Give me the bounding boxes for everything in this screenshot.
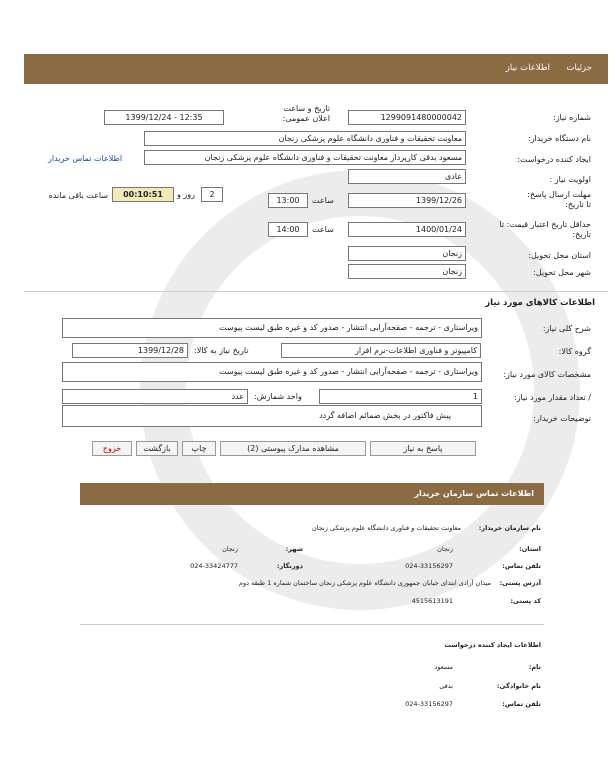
validity-time[interactable]: 14:00: [268, 222, 308, 237]
qty-label: / تعداد مقدار مورد نیاز:: [513, 393, 591, 402]
requester-name-label: نام:: [528, 663, 541, 671]
contact-address: میدان آزادی ابتدای خیابان جمهوری دانشگاه علوم پزشکی زنجان ساختمان شماره 1 طبقه دوم: [239, 579, 491, 587]
buyer-org-label: نام دستگاه خریدار:: [528, 134, 591, 143]
buyer-contact-link[interactable]: اطلاعات تماس خریدار: [48, 154, 123, 163]
need-date-label: تاریخ نیاز به کالا:: [194, 346, 249, 355]
province-field[interactable]: زنجان: [348, 246, 466, 261]
need-number-field[interactable]: 1299091480000042: [348, 110, 466, 125]
contact-fax: 024-33424777: [190, 562, 238, 570]
qty-field[interactable]: 1: [319, 389, 482, 404]
contact-city: زنجان: [222, 545, 238, 553]
contact-phone-label: تلفن تماس:: [502, 562, 541, 570]
send-deadline-time[interactable]: 13:00: [268, 193, 308, 208]
city-field[interactable]: زنجان: [348, 264, 466, 279]
group-field[interactable]: کامپیوتر و فناوری اطلاعات-نرم افزار: [281, 343, 481, 358]
announce-field[interactable]: 1399/12/24 - 12:35: [104, 110, 224, 125]
back-button[interactable]: بازگشت: [136, 441, 178, 456]
need-date-field[interactable]: 1399/12/28: [72, 343, 188, 358]
city-label: شهر محل تحویل:: [533, 268, 591, 277]
contact-postal-label: کد پستی:: [510, 597, 541, 605]
days-remaining-field: 2: [201, 187, 223, 202]
requester-family-label: نام خانوادگی:: [496, 682, 541, 690]
general-desc-label: شرح کلی نیاز:: [542, 324, 591, 333]
buyer-notes-label: توضیحات خریدار:: [533, 414, 591, 423]
days-label: روز و: [177, 190, 195, 199]
validity-label: حداقل تاریخ اعتبار قیمت: تا تاریخ:: [499, 220, 591, 239]
priority-label: اولویت نیاز :: [549, 175, 591, 184]
reply-button[interactable]: پاسخ به نیاز: [370, 441, 476, 456]
contact-header-bar: [80, 483, 544, 505]
remaining-timer: 00:10:51: [112, 187, 174, 202]
divider-2: [80, 624, 544, 625]
send-deadline-date[interactable]: 1399/12/26: [348, 193, 466, 208]
item-spec-field[interactable]: ویراستاری - ترجمه - صفحه‌آرایی انتشار - صدور کد و غیره طبق لیست پیوست: [62, 362, 482, 382]
unit-label: واحد شمارش:: [254, 392, 302, 401]
buyer-notes-field[interactable]: پیش فاکتور در بخش ضمائم اضافه گردد: [62, 405, 482, 427]
announce-label: تاریخ و ساعت اعلان عمومی:: [282, 104, 330, 123]
contact-postal: 4515613191: [411, 597, 453, 605]
unit-field[interactable]: عدد: [62, 389, 248, 404]
contact-org-label: نام سازمان خریدار:: [478, 524, 541, 532]
requester-phone-label: تلفن تماس:: [502, 700, 541, 708]
send-time-label: ساعت: [312, 196, 334, 205]
contact-province: زنجان: [437, 545, 453, 553]
contact-fax-label: دورنگار:: [276, 562, 303, 570]
group-label: گروه کالا:: [558, 347, 591, 356]
send-deadline-label: مهلت ارسال پاسخ: تا تاریخ:: [527, 190, 591, 209]
creator-label: ایجاد کننده درخواست:: [517, 155, 591, 164]
print-button[interactable]: چاپ: [182, 441, 216, 456]
remaining-label: ساعت باقی مانده: [48, 191, 108, 200]
breadcrumb-need-info[interactable]: اطلاعات نیاز: [505, 63, 550, 73]
priority-field[interactable]: عادی: [348, 169, 466, 184]
contact-province-label: استان:: [519, 545, 541, 553]
page-header: [24, 54, 608, 84]
goods-section-title: اطلاعات کالاهای مورد نیاز: [485, 298, 595, 308]
contact-phone: 024-33156297: [405, 562, 453, 570]
exit-button[interactable]: خروج: [92, 441, 132, 456]
attachments-button[interactable]: مشاهده مدارک پیوستی (2): [220, 441, 366, 456]
item-spec-label: مشخصات کالای مورد نیاز:: [503, 370, 591, 379]
creator-field[interactable]: مسعود بدقی کارپرداز معاونت تحقیقات و فناوری دانشگاه علوم پزشکی زنجان: [144, 150, 466, 165]
contact-org: معاونت تحقیقات و فناوری دانشگاه علوم پزشکی زنجان: [311, 524, 461, 532]
requester-name: مسعود: [434, 663, 453, 671]
general-desc-field[interactable]: ویراستاری - ترجمه - صفحه‌آرایی انتشار - صدور کد و غیره طبق لیست پیوست: [62, 318, 482, 338]
contact-city-label: شهر:: [285, 545, 303, 553]
validity-date[interactable]: 1400/01/24: [348, 222, 466, 237]
need-number-label: شماره نیاز:: [553, 113, 591, 122]
contact-address-label: آدرس پستی:: [499, 579, 541, 587]
buyer-org-field[interactable]: معاونت تحقیقات و فناوری دانشگاه علوم پزشکی زنجان: [144, 131, 466, 146]
requester-phone: 024-33156297: [405, 700, 453, 708]
validity-time-label: ساعت: [312, 225, 334, 234]
contact-title: اطلاعات تماس سازمان خریدار: [414, 489, 534, 498]
divider: [24, 291, 608, 292]
breadcrumb-details[interactable]: جزئیات: [566, 63, 592, 73]
requester-family: بدقی: [439, 682, 453, 690]
province-label: استان محل تحویل:: [528, 251, 591, 260]
requester-title: اطلاعات ایجاد کننده درخواست: [444, 641, 541, 649]
